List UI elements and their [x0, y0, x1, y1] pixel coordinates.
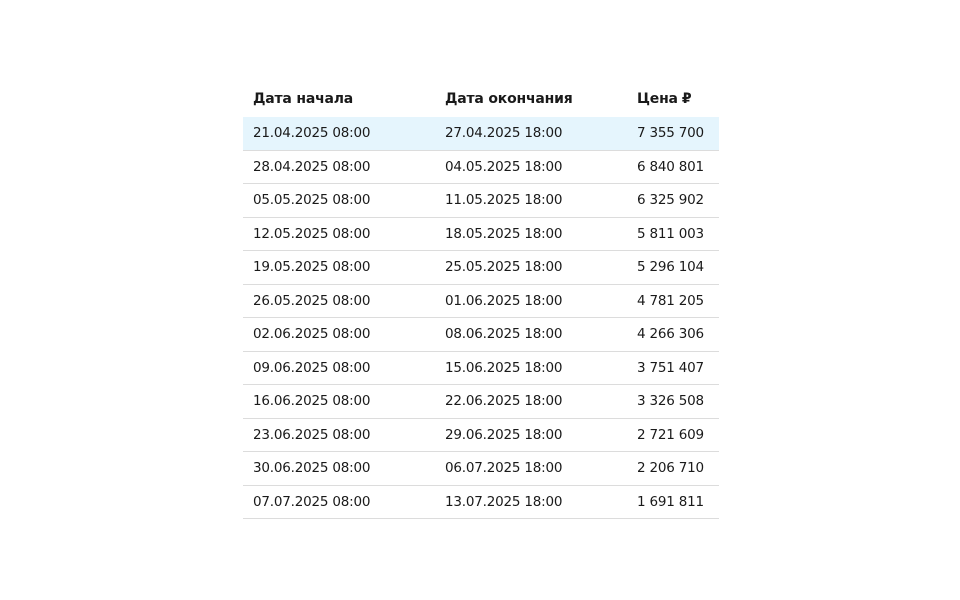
cell-start-date: 07.07.2025 08:00 [243, 485, 435, 519]
cell-end-date: 08.06.2025 18:00 [435, 318, 627, 352]
table-row[interactable] [243, 251, 719, 285]
cell-start-date: 23.06.2025 08:00 [243, 418, 435, 452]
cell-end-date: 25.05.2025 18:00 [435, 251, 627, 285]
cell-start-date: 19.05.2025 08:00 [243, 251, 435, 285]
column-header-price-label: Цена [637, 90, 678, 107]
header-row [243, 80, 719, 117]
cell-start-date: 26.05.2025 08:00 [243, 284, 435, 318]
cell-end-date: 18.05.2025 18:00 [435, 217, 627, 251]
cell-price: 6 325 902 [627, 184, 719, 218]
cell-start-date: 12.05.2025 08:00 [243, 217, 435, 251]
cell-price: 4 781 205 [627, 284, 719, 318]
table-row[interactable] [243, 385, 719, 419]
table-row[interactable] [243, 452, 719, 486]
cell-price: 4 266 306 [627, 318, 719, 352]
cell-price: 7 355 700 [627, 117, 719, 150]
cell-end-date: 29.06.2025 18:00 [435, 418, 627, 452]
cell-price: 1 691 811 [627, 485, 719, 519]
cell-end-date: 15.06.2025 18:00 [435, 351, 627, 385]
cell-end-date: 11.05.2025 18:00 [435, 184, 627, 218]
cell-end-date: 04.05.2025 18:00 [435, 150, 627, 184]
column-header-price [627, 80, 719, 117]
cell-end-date: 06.07.2025 18:00 [435, 452, 627, 486]
cell-end-date: 01.06.2025 18:00 [435, 284, 627, 318]
cell-start-date: 02.06.2025 08:00 [243, 318, 435, 352]
cell-price: 3 326 508 [627, 385, 719, 419]
cell-start-date: 09.06.2025 08:00 [243, 351, 435, 385]
cell-end-date: 27.04.2025 18:00 [435, 117, 627, 150]
cell-price: 5 296 104 [627, 251, 719, 285]
price-schedule-table [243, 80, 719, 519]
cell-end-date: 22.06.2025 18:00 [435, 385, 627, 419]
cell-start-date: 21.04.2025 08:00 [243, 117, 435, 150]
price-schedule-table-container [243, 80, 719, 519]
table-row[interactable] [243, 117, 719, 150]
currency-symbol: ₽ [681, 90, 692, 107]
table-row[interactable] [243, 184, 719, 218]
cell-price: 6 840 801 [627, 150, 719, 184]
cell-start-date: 30.06.2025 08:00 [243, 452, 435, 486]
column-header-start-date: Дата начала [253, 90, 354, 107]
cell-start-date: 28.04.2025 08:00 [243, 150, 435, 184]
table-row[interactable] [243, 485, 719, 519]
table-row[interactable] [243, 217, 719, 251]
table-row[interactable] [243, 318, 719, 352]
cell-price: 2 206 710 [627, 452, 719, 486]
column-header-end-date: Дата окончания [445, 90, 573, 107]
cell-start-date: 05.05.2025 08:00 [243, 184, 435, 218]
cell-price: 3 751 407 [627, 351, 719, 385]
table-row[interactable] [243, 418, 719, 452]
cell-start-date: 16.06.2025 08:00 [243, 385, 435, 419]
table-row[interactable] [243, 351, 719, 385]
table-row[interactable] [243, 284, 719, 318]
table-row[interactable] [243, 150, 719, 184]
cell-price: 5 811 003 [627, 217, 719, 251]
table-body [243, 117, 719, 519]
cell-price: 2 721 609 [627, 418, 719, 452]
table-header [243, 80, 719, 117]
cell-end-date: 13.07.2025 18:00 [435, 485, 627, 519]
